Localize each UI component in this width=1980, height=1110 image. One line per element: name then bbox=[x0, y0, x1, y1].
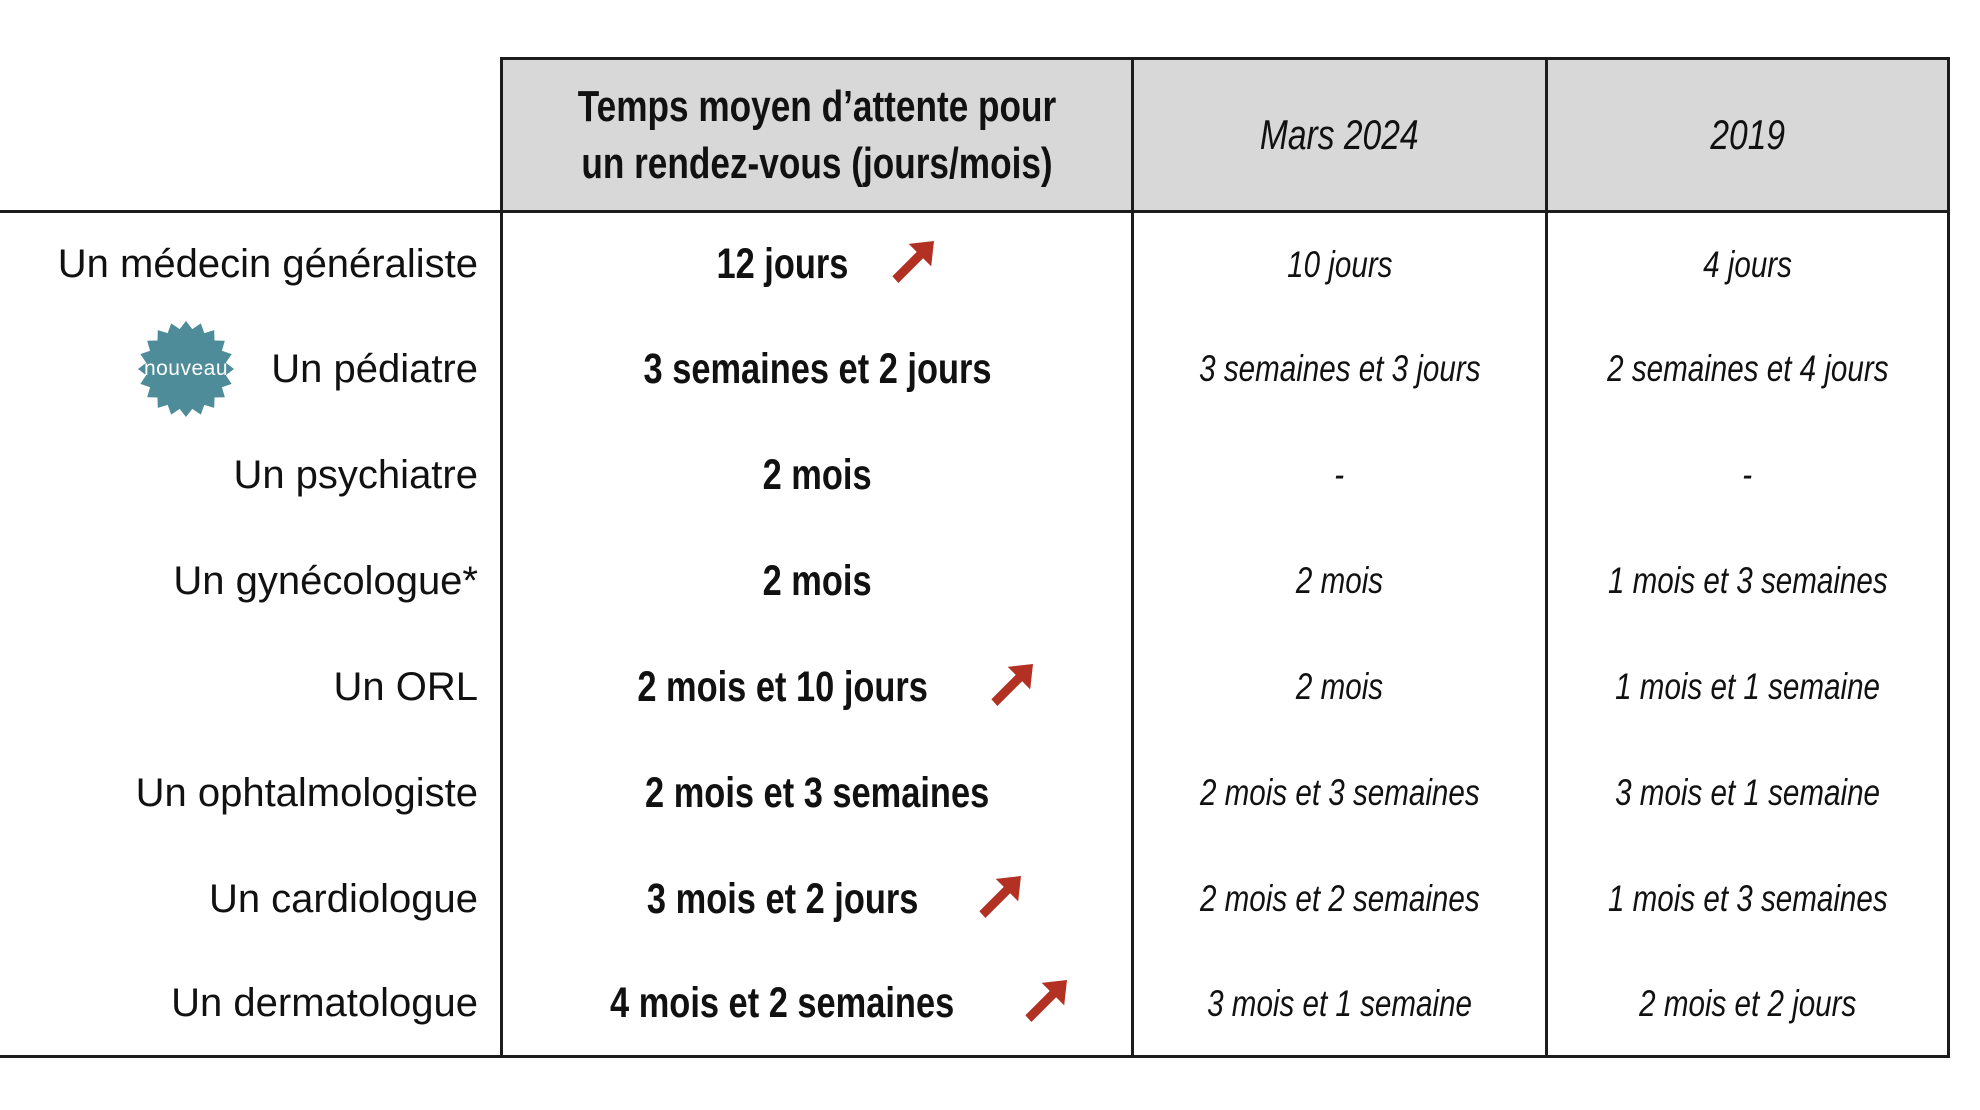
header-metric-label: Temps moyen d’attente pour un rendez-vous (jours/mois) bbox=[577, 81, 1057, 188]
mars2024-cell bbox=[1131, 316, 1545, 422]
y2019-value: 3 mois et 1 semaine bbox=[1615, 772, 1880, 813]
y2019-cell bbox=[1545, 422, 1950, 528]
trend-up-arrow-icon bbox=[976, 876, 1021, 921]
current-cell bbox=[500, 210, 1131, 316]
y2019-value: 4 jours bbox=[1703, 243, 1792, 285]
current-cell bbox=[500, 422, 1131, 528]
y2019-value: 1 mois et 3 semaines bbox=[1607, 560, 1888, 601]
row-label-ophtalmologiste bbox=[0, 740, 500, 846]
y2019-value: 2 mois et 2 jours bbox=[1638, 982, 1857, 1024]
y2019-cell bbox=[1545, 210, 1950, 316]
current-cell bbox=[500, 528, 1131, 634]
mars2024-value: 2 mois et 2 semaines bbox=[1199, 878, 1480, 919]
mars2024-value: - bbox=[1334, 454, 1345, 495]
current-cell bbox=[500, 634, 1131, 740]
row-label-generaliste bbox=[0, 210, 500, 316]
mars2024-cell bbox=[1131, 952, 1545, 1058]
header-mars2024-label: Mars 2024 bbox=[1260, 111, 1419, 158]
y2019-cell bbox=[1545, 634, 1950, 740]
current-value: 2 mois et 3 semaines bbox=[644, 768, 990, 817]
current-cell bbox=[500, 740, 1131, 846]
mars2024-cell bbox=[1131, 634, 1545, 740]
mars2024-value: 10 jours bbox=[1286, 243, 1393, 285]
current-value: 2 mois bbox=[762, 556, 872, 605]
current-value: 2 mois et 10 jours bbox=[637, 662, 928, 711]
row-label: Un gynécologue* bbox=[173, 558, 478, 603]
mars2024-value: 2 mois bbox=[1295, 560, 1384, 601]
mars2024-cell bbox=[1131, 528, 1545, 634]
row-label: Un cardiologue bbox=[208, 876, 478, 921]
header-metric bbox=[500, 57, 1131, 210]
y2019-cell bbox=[1545, 740, 1950, 846]
row-label: Un ORL bbox=[333, 664, 478, 709]
row-label-psychiatre bbox=[0, 422, 500, 528]
trend-up-arrow-icon bbox=[889, 241, 934, 286]
header-mars2024 bbox=[1131, 57, 1545, 210]
mars2024-cell bbox=[1131, 846, 1545, 952]
y2019-cell bbox=[1545, 316, 1950, 422]
y2019-cell bbox=[1545, 952, 1950, 1058]
y2019-value: - bbox=[1742, 454, 1753, 495]
y2019-value: 1 mois et 3 semaines bbox=[1607, 878, 1888, 919]
row-label-cardiologue bbox=[0, 846, 500, 952]
nouveau-badge bbox=[138, 321, 234, 417]
mars2024-cell bbox=[1131, 422, 1545, 528]
nouveau-badge-label: nouveau bbox=[143, 357, 229, 380]
current-value: 3 semaines et 2 jours bbox=[643, 344, 991, 393]
row-label: Un ophtalmologiste bbox=[135, 770, 478, 815]
row-label-orl bbox=[0, 634, 500, 740]
y2019-cell bbox=[1545, 846, 1950, 952]
header-2019 bbox=[1545, 57, 1950, 210]
current-cell bbox=[500, 846, 1131, 952]
mars2024-cell bbox=[1131, 740, 1545, 846]
row-label: Un médecin généraliste bbox=[57, 242, 478, 286]
mars2024-value: 2 mois bbox=[1295, 666, 1384, 707]
current-cell bbox=[500, 952, 1131, 1058]
current-value: 2 mois bbox=[762, 450, 872, 499]
current-cell bbox=[500, 316, 1131, 422]
mars2024-value: 3 semaines et 3 jours bbox=[1198, 348, 1481, 389]
y2019-value: 1 mois et 1 semaine bbox=[1615, 666, 1880, 707]
trend-up-arrow-icon bbox=[1022, 980, 1067, 1025]
y2019-value: 2 semaines et 4 jours bbox=[1606, 348, 1889, 389]
trend-up-arrow-icon bbox=[988, 664, 1033, 709]
empty-corner-cell bbox=[0, 57, 500, 210]
current-value: 4 mois et 2 semaines bbox=[610, 979, 955, 1027]
row-label: Un dermatologue bbox=[171, 981, 478, 1025]
row-label-dermatologue bbox=[0, 952, 500, 1058]
row-label: Un psychiatre bbox=[233, 452, 478, 497]
mars2024-value: 3 mois et 1 semaine bbox=[1207, 982, 1472, 1024]
row-label: Un pédiatre bbox=[271, 346, 478, 391]
mars2024-cell bbox=[1131, 210, 1545, 316]
y2019-cell bbox=[1545, 528, 1950, 634]
row-label-pediatre bbox=[0, 316, 500, 422]
current-value: 3 mois et 2 jours bbox=[646, 874, 919, 923]
mars2024-value: 2 mois et 3 semaines bbox=[1199, 772, 1480, 813]
current-value: 12 jours bbox=[716, 240, 849, 288]
waiting-times-table bbox=[0, 57, 1950, 1058]
header-2019-label: 2019 bbox=[1710, 111, 1785, 158]
row-label-gynecologue bbox=[0, 528, 500, 634]
